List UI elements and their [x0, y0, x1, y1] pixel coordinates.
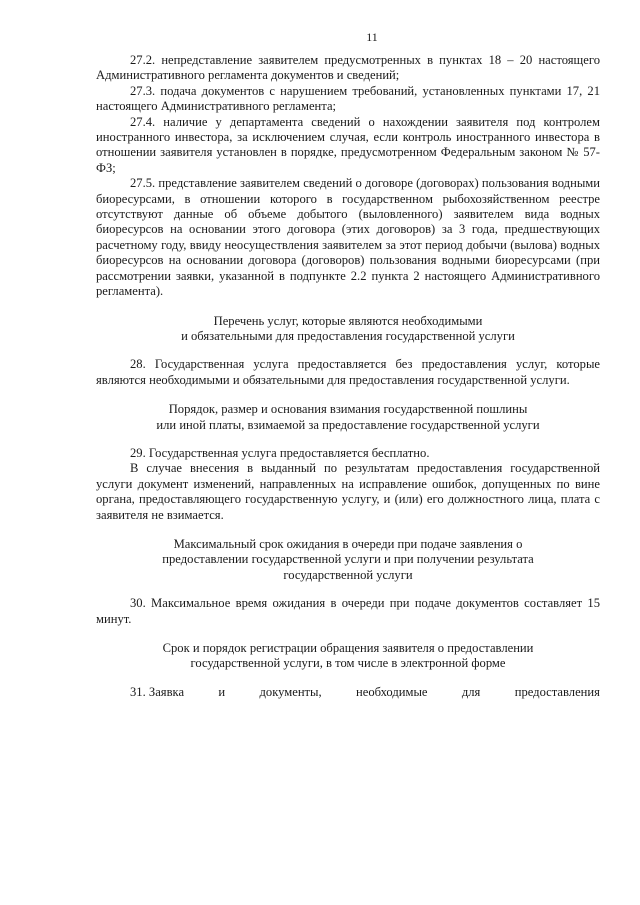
- word: для: [461, 684, 481, 699]
- paragraph-27-2: 27.2. непредставление заявителем предусмотренных в пунктах 18 – 20 настоящего Административного регламента документов и сведений;: [96, 53, 600, 83]
- heading-line: и обязательными для предоставления государственной услуги: [181, 328, 515, 343]
- paragraph-31-first-line: [96, 685, 600, 700]
- section-heading-queue-time: [96, 537, 600, 583]
- heading-line: Порядок, размер и основания взимания государственной пошлины: [168, 402, 528, 417]
- section-heading-services-list: [96, 314, 600, 345]
- paragraph-27-3: 27.3. подача документов с нарушением требований, установленных пунктами 17, 21 настоящего Административного регламента;: [96, 83, 600, 114]
- word: 31. Заявка: [130, 684, 185, 699]
- paragraph-30: 30. Максимальное время ожидания в очереди при подаче документов составляет 15 минут.: [96, 596, 600, 626]
- paragraph-29-fee-note: В случае внесения в выданный по результатам предоставления государственной услуги документ изменений, направленных на исправление ошибок, допущенных по вине органа, предоставляющего государственную услугу, и (или) его должностного лица, плата с заявителя не взимается.: [96, 461, 600, 522]
- heading-line: предоставлении государственной услуги и при получении результата: [162, 552, 534, 567]
- paragraph-28: 28. Государственная услуга предоставляется без предоставления услуг, которые являются необходимыми и обязательными для предоставления государственной услуги.: [96, 357, 600, 387]
- paragraph-29: 29. Государственная услуга предоставляется бесплатно.: [130, 445, 430, 460]
- section-heading-fee: [96, 402, 600, 433]
- page-number: 11: [366, 30, 378, 44]
- word: и: [218, 684, 226, 699]
- heading-line: государственной услуги: [283, 567, 413, 582]
- heading-line: государственной услуги, в том числе в электронной форме: [190, 656, 506, 671]
- word: документы,: [259, 684, 322, 699]
- word: предоставления: [514, 684, 600, 699]
- word: необходимые: [356, 684, 428, 699]
- paragraph-27-4: 27.4. наличие у департамента сведений о нахождении заявителя под контролем иностранного инвестора, за исключением случая, если контроль иностранного инвестора в отношении заявителя установлен в порядке, предусмотренном Федеральным законом № 57-ФЗ;: [96, 114, 600, 175]
- heading-line: Срок и порядок регистрации обращения заявителя о предоставлении: [162, 641, 534, 655]
- heading-line: или иной платы, взимаемой за предоставление государственной услуги: [156, 417, 540, 432]
- heading-line: Максимальный срок ожидания в очереди при подаче заявления о: [173, 536, 523, 551]
- section-heading-registration: [96, 641, 600, 672]
- paragraph-27-5: 27.5. представление заявителем сведений о договоре (договорах) пользования водными биоресурсами, в отношении которого в государственном рыбохозяйственном реестре отсутствуют данные об объеме добытого (выловленного) заявителем вида водных биоресурсов на основании этого договора (этих договоров) за 3 года, предшествующих расчетному году, ввиду неосуществления заявителем за этот период добычи (вылова) водных биоресурсов на основании договора (договоров) пользования водными биоресурсами (при рассмотрении заявки, указанной в подпункте 2.2 пункта 2 настоящего Административного регламента).: [96, 176, 600, 299]
- heading-line: Перечень услуг, которые являются необходимыми: [213, 313, 483, 328]
